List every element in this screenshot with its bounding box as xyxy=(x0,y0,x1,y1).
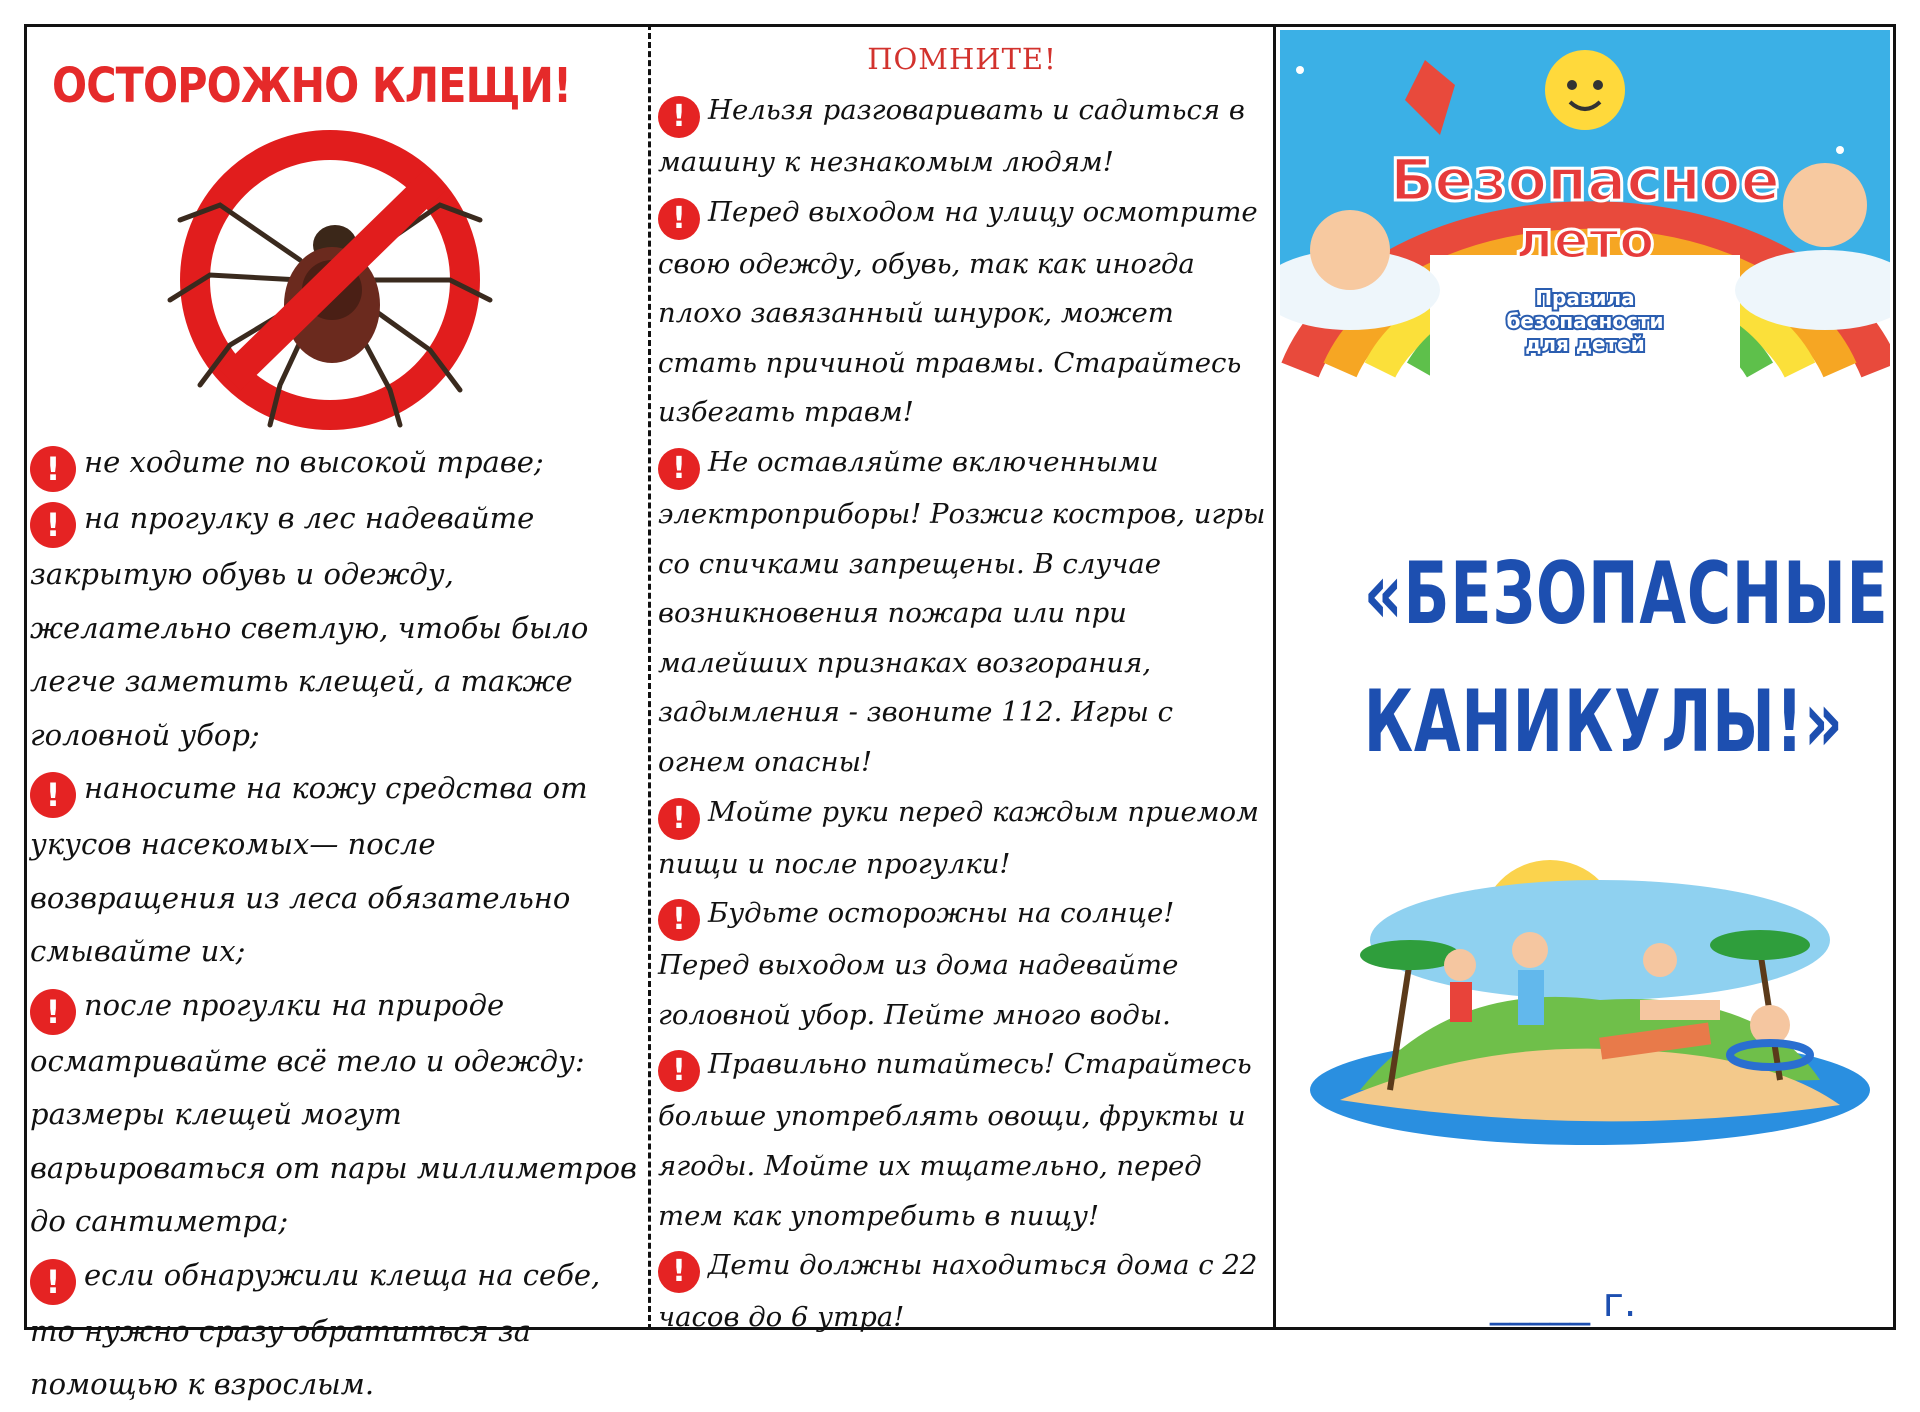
boy-icon xyxy=(1783,163,1867,247)
banner-subtitle-1: Правила xyxy=(1535,286,1635,310)
warning-icon: ! xyxy=(30,502,76,548)
warning-icon: ! xyxy=(30,446,76,492)
safe-summer-banner xyxy=(1280,30,1890,380)
year-field: _____ г. xyxy=(1490,1280,1637,1326)
child-icon xyxy=(1444,949,1476,981)
beach-island-illustration xyxy=(1300,850,1880,1160)
warning-icon: ! xyxy=(658,798,700,840)
rule-item: ! Нельзя разговаривать и садиться в машину к незнакомым людям! xyxy=(658,94,1245,178)
tick-tip: ! на прогулку в лес надевайте закрытую обувь и одежду, желательно светлую, чтобы было легче заметить клещей, а также головной убор; xyxy=(30,501,589,752)
title-line-2: КАНИКУЛЫ!» xyxy=(1363,672,1844,772)
rule-item: ! Правильно питайтесь! Старайтесь больше употреблять овощи, фрукты и ягоды. Мойте их тщательно, перед тем как употребить в пищу! xyxy=(658,1048,1252,1232)
banner-subtitle-2: безопасности xyxy=(1506,309,1664,333)
rules-list xyxy=(658,86,1266,1343)
rule-item: ! Мойте руки перед каждым приемом пищи и после прогулки! xyxy=(658,795,1259,880)
tick-tip: ! если обнаружили клеща на себе, то нужно сразу обратиться за помощью к взрослым. xyxy=(30,1257,601,1401)
child-icon xyxy=(1512,932,1548,968)
ticks-panel xyxy=(30,30,644,1401)
rule-item: ! Будьте осторожны на солнце! Перед выходом из дома надевайте головной убор. Пейте много воды. xyxy=(658,897,1179,1031)
tick-tip: ! после прогулки на природе осматривайте всё тело и одежду: размеры клещей могут варьироваться от пары миллиметров до сантиметра; xyxy=(30,987,637,1238)
rule-item: ! Не оставляйте включенными электроприборы! Розжиг костров, игры со спичками запрещены. В случае возникновения пожара или при малейших признаках возгорания, задымления - звоните 112. Игры с огнем опасны! xyxy=(658,445,1266,778)
banner-title-1: Безопасное xyxy=(1390,146,1780,214)
ticks-title: ОСТОРОЖНО КЛЕЩИ! xyxy=(52,58,572,114)
warning-icon: ! xyxy=(658,899,700,941)
banner-title-2: лето xyxy=(1515,211,1655,271)
fold-line-left xyxy=(648,24,651,1330)
rule-item: ! Дети должны находиться дома с 22 часов до 6 утра! xyxy=(658,1249,1258,1334)
banner-subtitle-3: для детей xyxy=(1525,332,1645,356)
tick-tip: ! не ходите по высокой траве; xyxy=(30,436,642,492)
warning-icon: ! xyxy=(658,448,700,490)
warning-icon: ! xyxy=(658,96,700,138)
rule-item: ! Перед выходом на улицу осмотрите свою одежду, обувь, так как иногда плохо завязанный шнурок, может стать причиной травмы. Старайтесь избегать травм! xyxy=(658,195,1258,429)
remember-heading: ПОМНИТЕ! xyxy=(867,42,1057,76)
warning-icon: ! xyxy=(30,989,76,1035)
warning-icon: ! xyxy=(658,1251,700,1293)
safe-holidays-title xyxy=(1363,530,1889,786)
warning-icon: ! xyxy=(30,1259,76,1305)
fold-line-right xyxy=(1273,24,1276,1330)
child-icon xyxy=(1643,943,1677,977)
no-ticks-icon xyxy=(150,110,510,430)
girl-icon xyxy=(1310,210,1390,290)
title-line-1: «БЕЗОПАСНЫЕ xyxy=(1363,544,1889,644)
ticks-tips-list xyxy=(30,436,642,1412)
tick-tip: ! наносите на кожу средства от укусов насекомых— после возвращения из леса обязательно смывайте их; xyxy=(30,771,588,968)
warning-icon: ! xyxy=(30,772,76,818)
rules-panel xyxy=(656,30,1268,1334)
cover-panel xyxy=(1280,30,1890,1326)
warning-icon: ! xyxy=(658,1050,700,1092)
warning-icon: ! xyxy=(658,198,700,240)
sun-icon xyxy=(1545,50,1625,130)
